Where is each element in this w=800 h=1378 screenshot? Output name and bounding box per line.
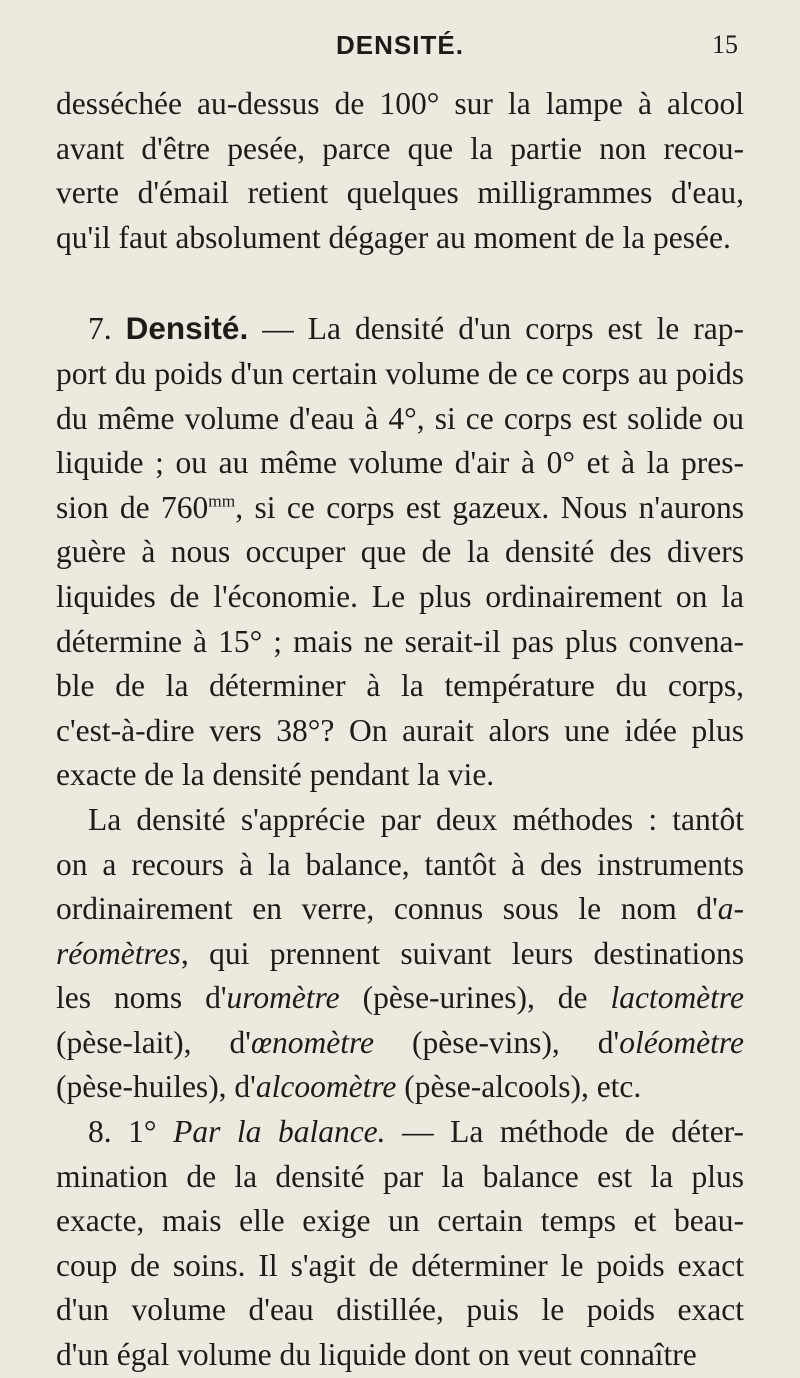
section-number: 8. 1°	[88, 1114, 157, 1150]
text-line: liquides de l'économie. Le plus ordinairement on la	[56, 578, 744, 614]
section-8-paragraph	[56, 1110, 744, 1378]
italic-term: oléomètre	[619, 1024, 744, 1060]
section-number: 7.	[88, 311, 112, 347]
text-line: ble de la déterminer à la température du corps,	[56, 668, 744, 704]
text-fragment: (pèse-vins), d'	[374, 1024, 620, 1060]
text-fragment: — La méthode de déter-	[385, 1114, 745, 1150]
text-fragment: (pèse-alcools), etc.	[396, 1069, 642, 1105]
page-number: 15	[712, 30, 738, 59]
text-fragment: ordinairement en verre, connus sous le nom d'	[56, 891, 718, 927]
italic-term: alcoomètre	[255, 1069, 397, 1105]
italic-term: uromètre	[226, 980, 340, 1016]
text-line	[56, 306, 744, 352]
italic-term: œnomètre	[250, 1024, 375, 1060]
text-line: La densité s'apprécie par deux méthodes : tantôt	[88, 801, 744, 837]
text-fragment: , qui prennent suivant leurs destinations	[180, 935, 744, 971]
text-line: exacte, mais elle exige un certain temps et beau-	[56, 1203, 744, 1239]
text-fragment: (pèse-urines), de	[339, 980, 611, 1016]
text-line: exacte de la densité pendant la vie.	[56, 757, 495, 793]
text-line: liquide ; ou au même volume d'air à 0° et à la pres-	[56, 445, 744, 481]
text-fragment: — La densité d'un corps est le rap-	[262, 311, 744, 347]
text-fragment: sion de 760	[56, 489, 209, 525]
text-line	[56, 887, 744, 932]
text-line	[56, 1021, 744, 1066]
section-gap	[56, 260, 744, 306]
text-line	[56, 486, 744, 531]
text-line: guère à nous occuper que de la densité des divers	[56, 534, 744, 570]
section-title: Par la balance.	[173, 1114, 386, 1150]
text-fragment: , si ce corps est gazeux. Nous n'aurons	[235, 489, 744, 525]
text-line: verte d'émail retient quelques milligrammes d'eau,	[56, 175, 744, 211]
text-line: d'un volume d'eau distillée, puis le poids exact	[56, 1292, 744, 1328]
text-fragment: (pèse-lait), d'	[56, 1024, 251, 1060]
section-heading: Densité.	[125, 310, 249, 347]
unit-superscript: mm	[208, 491, 236, 511]
italic-term: réomètres	[56, 935, 181, 971]
text-line: détermine à 15° ; mais ne serait-il pas plus convena-	[56, 623, 744, 659]
text-line: du même volume d'eau à 4°, si ce corps est solide ou	[56, 400, 744, 436]
page-header	[0, 30, 800, 70]
text-line: port du poids d'un certain volume de ce corps au poids	[56, 355, 744, 391]
text-fragment: (pèse-huiles), d'	[56, 1069, 256, 1105]
running-title: DENSITÉ.	[336, 30, 464, 60]
text-line: avant d'être pesée, parce que la partie non recou-	[56, 130, 744, 166]
text-line: d'un égal volume du liquide dont on veut connaître	[56, 1337, 697, 1373]
page-body	[56, 82, 744, 1378]
text-line	[56, 932, 744, 977]
text-line: c'est-à-dire vers 38°? On aurait alors une idée plus	[56, 712, 744, 748]
text-line: on a recours à la balance, tantôt à des instruments	[56, 846, 744, 882]
italic-term: lactomètre	[610, 980, 744, 1016]
italic-term: a-	[717, 891, 744, 927]
text-line: mination de la densité par la balance est la plus	[56, 1158, 744, 1194]
text-fragment: les noms d'	[56, 980, 227, 1016]
text-line: coup de soins. Il s'agit de déterminer le poids exact	[56, 1247, 744, 1283]
methods-paragraph	[56, 798, 744, 1110]
text-line	[56, 1110, 744, 1155]
text-line: qu'il faut absolument dégager au moment de la pesée.	[56, 219, 731, 255]
text-line	[56, 976, 744, 1021]
section-7-paragraph	[56, 306, 744, 798]
text-line	[56, 1065, 744, 1110]
paragraph-continuation	[56, 82, 744, 260]
text-line: desséchée au-dessus de 100° sur la lampe à alcool	[56, 86, 744, 121]
